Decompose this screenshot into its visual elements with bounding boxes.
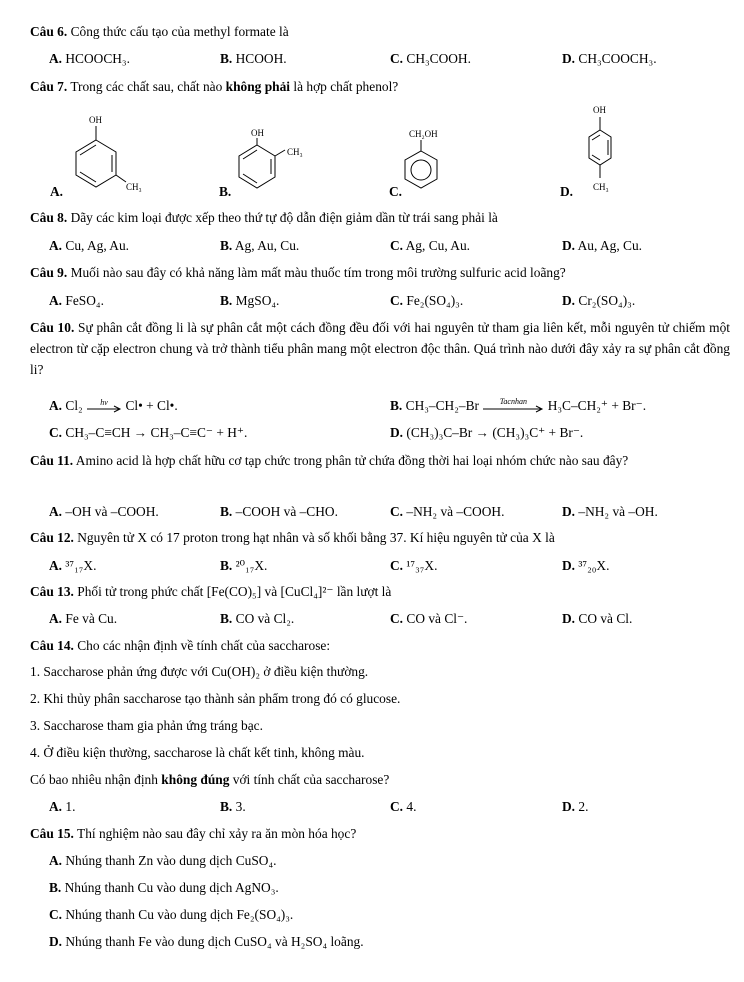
svg-text:A.: A. — [50, 184, 64, 199]
q12-option-a: A. ³⁷₁₇X. — [49, 558, 97, 573]
q14-question: Có bao nhiêu nhận định không đúng với tính chất của saccharose? — [30, 772, 390, 787]
reaction-arrow-b: Tacnhan — [482, 401, 544, 413]
q8-option-b: B. Ag, Au, Cu. — [220, 238, 300, 253]
q14-statement-4: 4. Ở điều kiện thường, saccharose là chất kết tinh, không màu. — [30, 745, 365, 760]
svg-text:OH: OH — [89, 115, 102, 125]
q14-statement-3: 3. Saccharose tham gia phản ứng tráng bạc. — [30, 718, 263, 733]
q9-stem: Câu 9. Muối nào sau đây có khả năng làm mất màu thuốc tím trong môi trường sulfuric acid loãng? — [30, 265, 566, 280]
q12-option-c: C. ¹⁷₃₇X. — [390, 558, 438, 573]
svg-text:CH₃: CH₃ — [126, 182, 142, 192]
svg-text:OH: OH — [251, 128, 264, 138]
q12-option-d: D. ³⁷₂₀X. — [562, 558, 610, 573]
q11-stem: Câu 11. Amino acid là hợp chất hữu cơ tạp chức trong phân tử chứa đồng thời hai loại nhóm chức nào sau đây? — [30, 453, 629, 468]
q14-statement-1: 1. Saccharose phản ứng được với Cu(OH)₂ ở điều kiện thường. — [30, 664, 369, 679]
q15-stem: Câu 15. Thí nghiệm nào sau đây chỉ xảy ra ăn mòn hóa học? — [30, 826, 357, 841]
q6-option-c: C. CH₃COOH. — [390, 51, 471, 66]
svg-text:CH₂OH: CH₂OH — [409, 129, 438, 139]
q8-option-c: C. Ag, Cu, Au. — [390, 238, 470, 253]
q9-option-c: C. Fe₂(SO₄)₃. — [390, 293, 464, 308]
q10-option-b: B. CH₃–CH₂–Br Tacnhan H₃C–CH₂⁺ + Br⁻. — [390, 396, 647, 413]
q13-option-c: C. CO và Cl⁻. — [390, 611, 468, 626]
q7-molecule-a — [40, 108, 170, 200]
q8-option-d: D. Au, Ag, Cu. — [562, 238, 642, 253]
q14-stem: Câu 14. Cho các nhận định về tính chất của saccharose: — [30, 638, 331, 653]
q10-stem: Câu 10. Sự phân cắt đồng li là sự phân cắt một cách đồng đều đối với hai nguyên tử tham gia liên kết, mỗi nguyên tử chiếm một electron từ cặp electron chung và trở thành tiểu phân mang một electron độc thân. Quá trình nào dưới đây xảy ra sự phân cắt đồng li? — [30, 320, 730, 377]
q14-option-c: C. 4. — [390, 799, 417, 814]
q10-option-d: D. (CH₃)₃C–Br → (CH₃)₃C⁺ + Br⁻. — [390, 425, 584, 440]
svg-text:CH₃: CH₃ — [593, 182, 609, 192]
q14-option-a: A. 1. — [49, 799, 76, 814]
q10-option-c: C. CH₃–C≡CH → CH₃–C≡C⁻ + H⁺. — [49, 425, 248, 440]
q15-option-b: B. Nhúng thanh Cu vào dung dịch AgNO₃. — [49, 880, 279, 895]
q11-option-d: D. –NH₂ và –OH. — [562, 504, 658, 519]
q11-option-c: C. –NH₂ và –COOH. — [390, 504, 505, 519]
q7-stem: Câu 7. Trong các chất sau, chất nào không phải là hợp chất phenol? — [30, 79, 399, 94]
svg-text:B.: B. — [219, 184, 232, 199]
reaction-arrow-a: hv — [86, 401, 122, 413]
q9-option-b: B. MgSO₄. — [220, 293, 280, 308]
q7-molecule-b — [215, 125, 325, 200]
q7-molecule-d — [556, 100, 666, 200]
q14-option-b: B. 3. — [220, 799, 246, 814]
q7-molecule-c — [385, 125, 495, 200]
q15-option-d: D. Nhúng thanh Fe vào dung dịch CuSO₄ và H₂SO₄ loãng. — [49, 934, 364, 949]
q15-option-c: C. Nhúng thanh Cu vào dung dịch Fe₂(SO₄)₃. — [49, 907, 294, 922]
q15-option-a: A. Nhúng thanh Zn vào dung dịch CuSO₄. — [49, 853, 277, 868]
svg-text:C.: C. — [389, 184, 403, 199]
q13-option-b: B. CO và Cl₂. — [220, 611, 295, 626]
q12-stem: Câu 12. Nguyên tử X có 17 proton trong hạt nhân và số khối bằng 37. Kí hiệu nguyên tử của X là — [30, 530, 555, 545]
q9-option-a: A. FeSO₄. — [49, 293, 104, 308]
q14-option-d: D. 2. — [562, 799, 589, 814]
q8-option-a: A. Cu, Ag, Au. — [49, 238, 130, 253]
q6-option-a: A. HCOOCH₃. — [49, 51, 130, 66]
svg-text:OH: OH — [593, 105, 606, 115]
svg-text:CH₃: CH₃ — [287, 147, 303, 157]
q9-option-d: D. Cr₂(SO₄)₃. — [562, 293, 636, 308]
q8-stem: Câu 8. Dãy các kim loại được xếp theo thứ tự độ dẫn điện giảm dần từ trái sang phải là — [30, 210, 498, 225]
q6-stem: Câu 6. Công thức cấu tạo của methyl formate là — [30, 24, 289, 39]
q10-option-a: A. Cl₂ hv Cl• + Cl•. — [49, 397, 178, 413]
q13-option-d: D. CO và Cl. — [562, 611, 633, 626]
q6-option-b: B. HCOOH. — [220, 51, 287, 66]
q11-option-b: B. –COOH và –CHO. — [220, 504, 338, 519]
q12-option-b: B. ²⁰₁₇X. — [220, 558, 268, 573]
svg-text:D.: D. — [560, 184, 574, 199]
q14-statement-2: 2. Khi thủy phân saccharose tạo thành sản phẩm trong đó có glucose. — [30, 691, 401, 706]
q13-option-a: A. Fe và Cu. — [49, 611, 118, 626]
q6-option-d: D. CH₃COOCH₃. — [562, 51, 657, 66]
q11-option-a: A. –OH và –COOH. — [49, 504, 159, 519]
q13-stem: Câu 13. Phối tử trong phức chất [Fe(CO)₅] và [CuCl₄]²⁻ lần lượt là — [30, 584, 392, 599]
